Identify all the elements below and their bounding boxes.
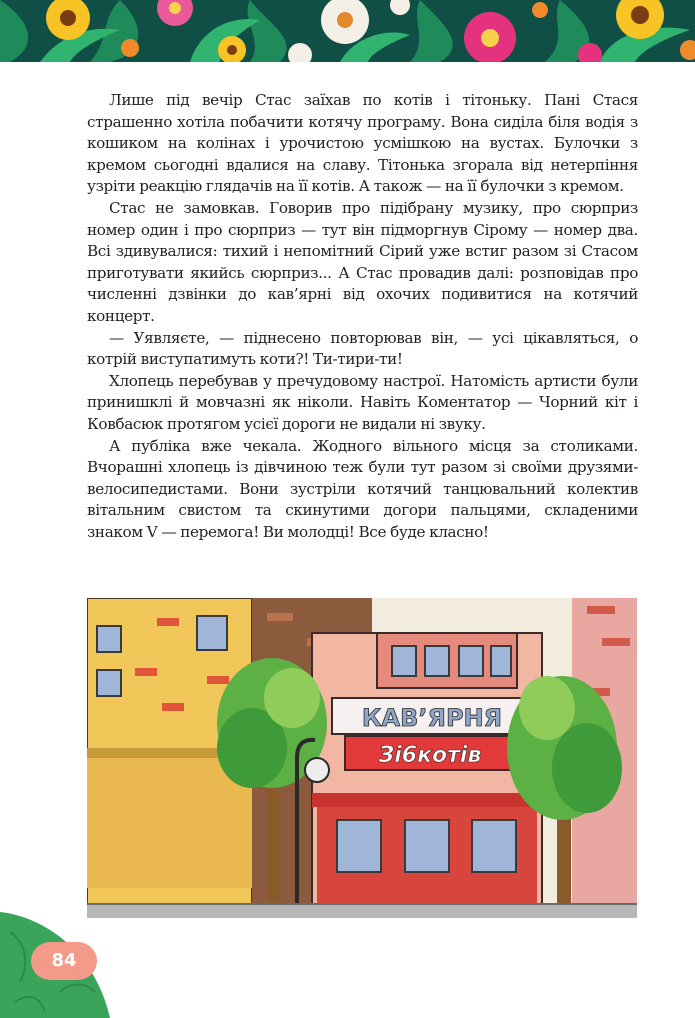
story-text	[87, 90, 638, 543]
cafe-sign-subtitle: Зі6котів	[378, 743, 482, 768]
paragraph-2: Стас не замовкав. Говорив про підібрану музику, про сюрприз номер один і про сюрприз — тут він підморгнув Сірому — номер два. Всі здивувалися: тихий і непомітний Сірий уже встиг разом зі Стасом приготувати якийсь сюрприз... А Стас провадив далі: розповідав про численні дзвінки до кав’ярні від охочих подивитися на котячий концерт.	[87, 198, 638, 325]
cafe-street-drawing	[87, 598, 637, 918]
cafe-sign-title: КАВ’ЯРНЯ	[361, 704, 503, 732]
floral-header-banner	[0, 0, 695, 62]
cafe-illustration	[87, 598, 637, 918]
flower-pattern-icon	[0, 0, 695, 62]
paragraph-5: А публіка вже чекала. Жодного вільного місця за столиками. Вчорашні хлопець із дівчиною теж були тут разом зі своїми друзями-велосипедистами. Вони зустріли котячий танцювальний колектив вітальним свистом та скинутими догори пальцями, складеними знаком V — перемога! Ви молодці! Все буде класно!	[87, 436, 638, 541]
paragraph-4: Хлопець перебував у пречудовому настрої. Натомість артисти були принишклі й мовчазні як ніколи. Навіть Коментатор — Чорний кіт і Ковбасюк протягом усієї дороги не видали ні звуку.	[87, 371, 638, 433]
page-number: 84	[31, 942, 97, 980]
paragraph-1: Лише під вечір Стас заїхав по котів і тітоньку. Пані Стася страшенно хотіла побачити котячу програму. Вона сиділа біля водія з кошиком на колінах і урочистою усмішкою на вустах. Булочки з кремом сьогодні вдалися на славу. Тітонька згорала від нетерпіння узріти реакцію глядачів на її котів. А також — на її булочки з кремом.	[87, 91, 638, 196]
paragraph-3: — Уявляєте, — піднесено повторював він, — усі цікавляться, о котрій виступатимуть коти?! Ти-тири-ти!	[87, 328, 638, 369]
